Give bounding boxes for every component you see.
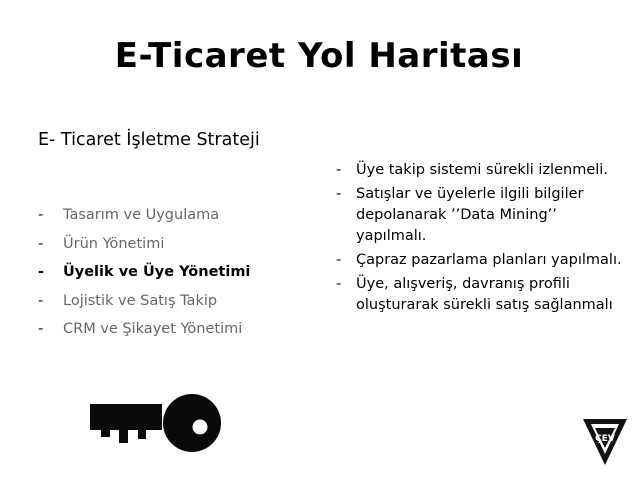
strategy-item-label: Lojistik ve Satış Takip [63, 292, 218, 309]
membership-notes-list [336, 160, 626, 319]
strategy-item-crm [38, 315, 250, 344]
bullet-dash: - [38, 235, 44, 252]
bullet-dash: - [38, 321, 44, 338]
strategy-item-label: Tasarım ve Uygulama [63, 207, 220, 223]
key-icon [84, 390, 224, 454]
note-text: Çapraz pazarlama planları yapılmalı. [356, 252, 622, 268]
bullet-dash: - [38, 207, 44, 223]
note-item [336, 160, 626, 181]
strategy-list [38, 201, 250, 344]
note-text: Üye takip sistemi sürekli izlenmeli. [356, 162, 608, 178]
note-item [336, 274, 626, 316]
strategy-item-membership [38, 258, 250, 287]
strategy-item-label: Ürün Yönetimi [63, 235, 165, 252]
strategy-item-product [38, 230, 250, 259]
strategy-item-design [38, 201, 250, 230]
note-text: Üye, alışveriş, davranış profili oluşturarak sürekli satış sağlanmalı [356, 276, 613, 313]
strategy-item-label: CRM ve Şikayet Yönetimi [63, 321, 243, 338]
strategy-item-logistics [38, 287, 250, 316]
cev-logo [582, 418, 628, 466]
bullet-dash: - [38, 264, 45, 281]
strategy-heading: E- Ticaret İşletme Strateji [38, 130, 260, 150]
bullet-dash: - [38, 292, 44, 309]
bullet-dash: - [336, 186, 342, 202]
note-item [336, 250, 626, 271]
svg-text:ÇEV: ÇEV [595, 434, 615, 444]
strategy-item-label: Üyelik ve Üye Yönetimi [63, 264, 251, 281]
bullet-dash: - [336, 252, 342, 268]
bullet-dash: - [336, 162, 342, 178]
note-item [336, 184, 626, 247]
slide-title: E-Ticaret Yol Haritası [114, 36, 524, 76]
note-text: Satışlar ve üyelerle ilgili bilgiler depolanarak ’’Data Mining’’ yapılmalı. [356, 186, 584, 244]
bullet-dash: - [336, 276, 342, 292]
